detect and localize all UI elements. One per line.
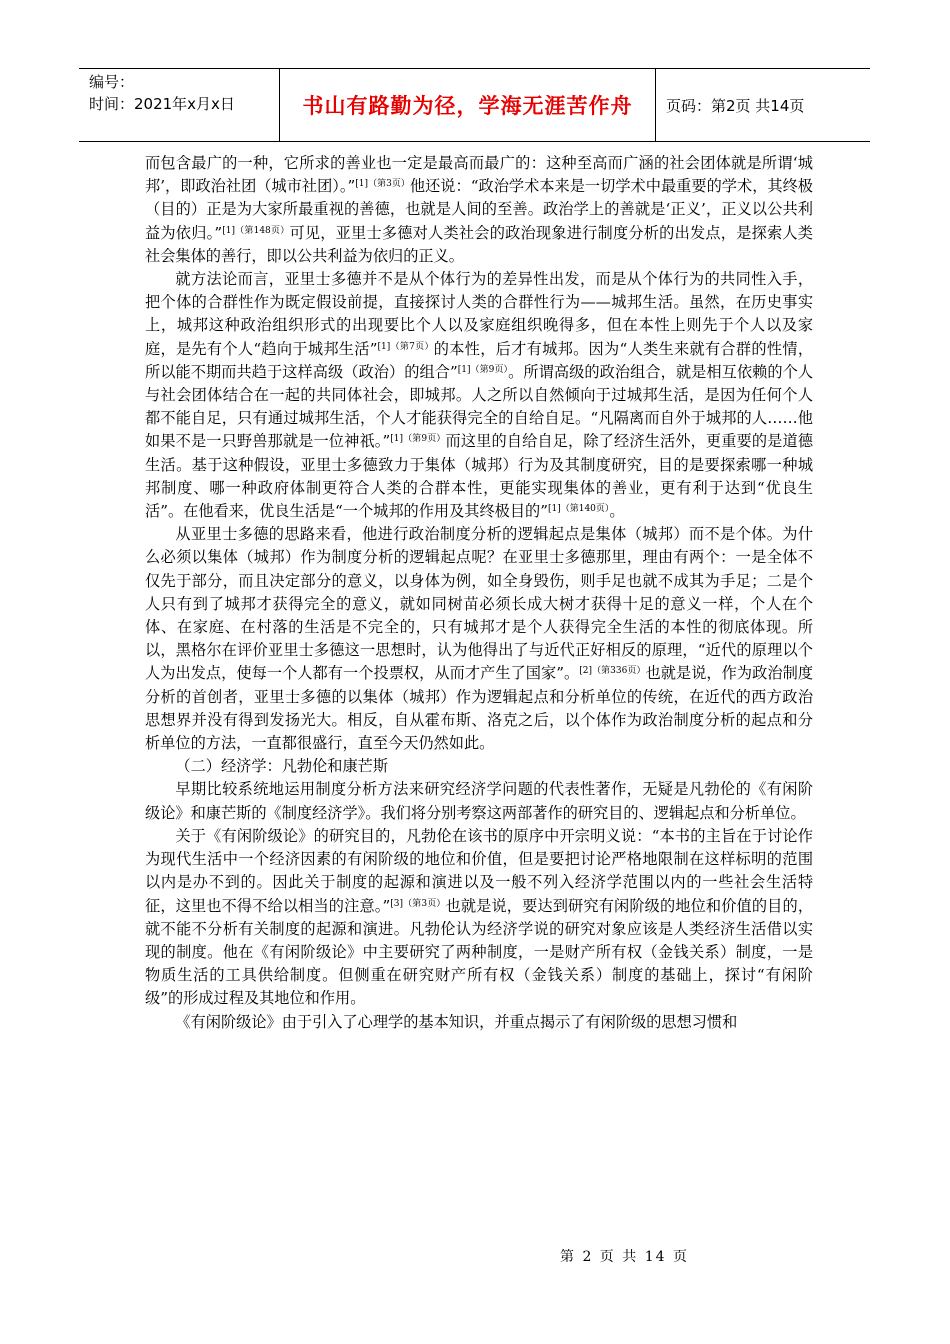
section-heading [145,755,813,778]
text-run: 的本性，后才有城邦。因为“人类生来就有合群的性情，所以能不期而共趋于这样高级（政治）的组合” [145,339,814,381]
paragraph [145,152,813,268]
citation-superscript: [1]（第140页） [547,504,610,515]
document-body [145,152,813,1034]
date-label: 时间：2021年x月x日 [89,95,235,113]
text-run: 他还说：“政治学术本来是一切学术中最重要的学术，其终极（目的）正是为大家所最重视的善德，也就是人间的至善。政治学上的善就是‘正义’，正义以公共利益为依归。” [145,177,813,242]
text-run: 。所谓高级的政治组合，就是相互依赖的个人与社会团体结合在一起的共同体社会，即城邦。人之所以自然倾向于过城邦生活，是因为任何个人都不能自足，只有通过城邦生活，个人才能获得完全的自给自足。“凡隔离而自外于城邦的人……他如果不是一只野兽那就是一位神祇。” [145,362,814,451]
text-run: 。 [609,502,625,521]
page-footer: 第 2 页 共 14 页 [560,1249,689,1265]
paragraph [145,778,813,824]
citation-superscript: [3]（第3页） [390,898,446,909]
number-label: 编号： [89,73,135,91]
text-run: 《有闲阶级论》由于引入了心理学的基本知识，并重点揭示了有闲阶级的思想习惯和 [175,1012,738,1031]
header-motto: 书山有路勤为径，学海无涯苦作舟 [302,94,633,118]
text-run: 也就是说，要达到研究有闲阶级的地位和价值的目的，就不能不分析有关制度的起源和演进。凡勃伦认为经济学说的研究对象应该是人类经济生活借以实现的制度。他在《有闲阶级论》中主要研究了两种制度，一是财产所有权（金钱关系）制度，一是物质生活的工具供给制度。但侧重在研究财产所有权（金钱关系）制度的基础上，探讨“有闲阶级”的形成过程及其地位和作用。 [145,896,814,1008]
paragraph [145,523,813,755]
text-run: 早期比较系统地运用制度分析方法来研究经济学问题的代表性著作，无疑是凡勃伦的《有闲阶级论》和康芒斯的《制度经济学》。我们将分别考察这两部著作的研究目的、逻辑起点和分析单位。 [145,780,813,822]
citation-superscript: [2]（第336页） [579,666,646,677]
text-run: 关于《有闲阶级论》的研究目的，凡勃伦在该书的原序中开宗明义说：“本书的主旨在于讨论作为现代生活中一个经济因素的有闲阶级的地位和价值，但是要把讨论严格地限制在这样标明的范围以内是办不到的。因此关于制度的起源和演进以及一般不列入经济学范围以内的一些社会生活特征，这里也不得不给以相当的注意。” [145,826,813,915]
text-run: 也就是说，作为政治制度分析的首创者，亚里士多德的以集体（城邦）作为逻辑起点和分析单位的传统，在近代的西方政治思想界并没有得到发扬光大。相反，自从霍布斯、洛克之后，以个体作为政治制度分析的起点和分析单位的方法，一直都很盛行，直至今天仍然如此。 [145,664,814,753]
header-info-cell [79,69,280,141]
text-run: 从亚里士多德的思路来看，他进行政治制度分析的逻辑起点是集体（城邦）而不是个体。为什么必须以集体（城邦）作为制度分析的逻辑起点呢？在亚里士多德那里，理由有两个：一是全体不仅先于部分，而且决定部分的意义，以身体为例，如全身毁伤，则手足也就不成其为手足；二是个人只有到了城邦才获得完全的意义，就如同树苗必须长成大树才获得十足的意义一样，个人在个体、在家庭、在村落的生活是不完全的，只有城邦才是个人获得完全生活的本性的彻底体现。所以，黑格尔在评价亚里士多德这一思想时，认为他得出了与近代正好相反的原理，“近代的原理以个人为出发点，使每一个人都有一个投票权，从而才产生了国家”。 [145,525,813,683]
page-number-label: 页码：第2页 共14页 [666,96,805,115]
citation-superscript: [1]（第9页） [457,364,509,375]
text-run: 而这里的自给自足，除了经济生活外，更重要的是道德生活。基于这种假设，亚里士多德致力于集体（城邦）行为及其制度研究，目的是要探索哪一种城邦制度、哪一种政府体制更符合人类的合群本性，更能实现集体的善业，更有利于达到“优良生活”。在他看来，优良生活是“一个城邦的作用及其终极目的” [145,432,814,521]
citation-superscript: [1]（第7页） [377,341,434,352]
header-motto-cell [280,69,656,141]
header-page-cell [656,69,870,141]
page-header [79,68,870,142]
paragraph [145,1011,813,1034]
text-run: 就方法论而言，亚里士多德并不是从个体行为的差异性出发，而是从个体行为的共同性入手，把个体的合群性作为既定假设前提，直接探讨人类的合群性行为——城邦生活。虽然，在历史事实上，城邦这种政治组织形式的出现要比个人以及家庭组织晚得多，但在本性上则先于个人以及家庭，是先有个人“趋向于城邦生活” [145,270,813,358]
text-run: 可见，亚里士多德对人类社会的政治现象进行制度分析的出发点，是探索人类社会集体的善行，即以公共利益为依归的正义。 [145,223,813,265]
citation-superscript: [1]（第3页） [355,179,410,190]
paragraph [145,268,813,523]
text-run: （二）经济学：凡勃伦和康芒斯 [175,757,389,776]
text-run: 而包含最广的一种，它所求的善业也一定是最高而最广的：这种至高而广涵的社会团体就是所谓‘城邦’，即政治社团（城市社团）。” [145,154,813,196]
paragraph [145,825,813,1011]
citation-superscript: [1]（第9页） [390,434,446,445]
citation-superscript: [1]（第148页） [222,225,290,236]
